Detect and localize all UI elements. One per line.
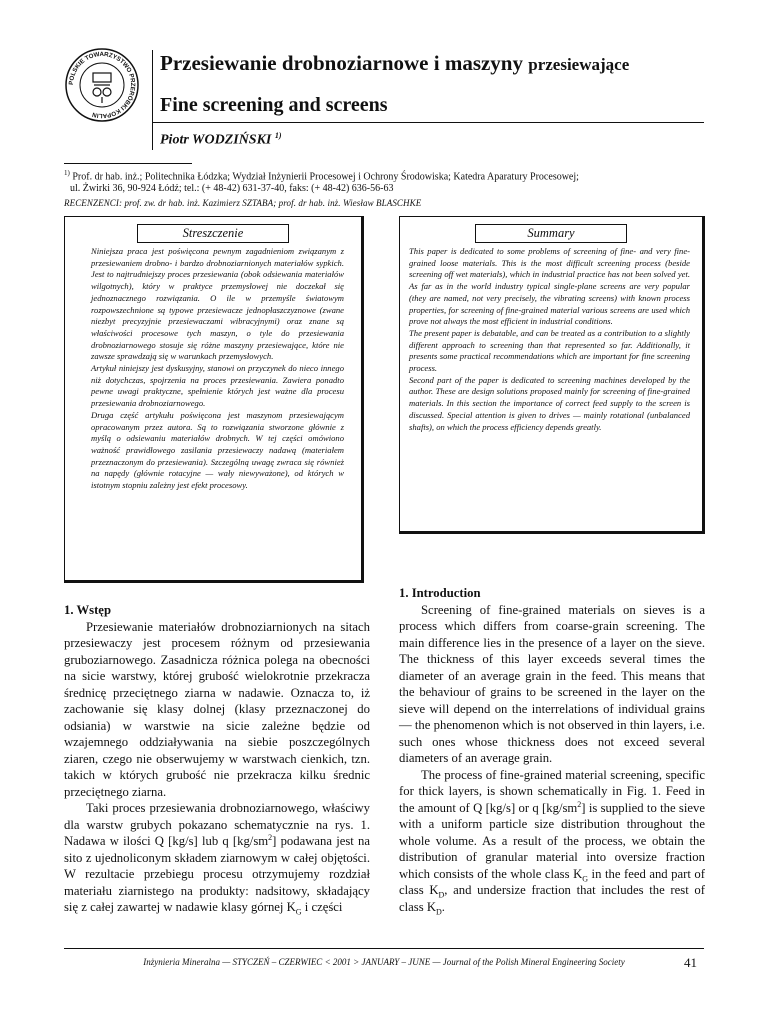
author-name: Piotr WODZIŃSKI bbox=[160, 132, 272, 148]
intro-paragraph-2 bbox=[399, 767, 705, 916]
title-polish-main: Przesiewanie drobnoziarnowe i maszyny bbox=[160, 51, 523, 75]
abstract-english-paragraph-3: Second part of the paper is dedicated to screening machines developed by the author. These are design solutions proposed mainly for screening of fine-grained materials. In this section the importance of correct feed supply to the screen is discussed. Special attention is given to drives — mainly rotational (unbalanced shafts), on which the process efficiency depends greatly. bbox=[409, 374, 690, 432]
title-horizontal-rule bbox=[152, 122, 704, 123]
title-vertical-rule bbox=[152, 50, 153, 150]
english-body-column bbox=[399, 585, 705, 915]
intro-p2-text-c: in the feed and part of class K bbox=[399, 866, 705, 897]
wstep-p2-superscript: 2 bbox=[268, 832, 273, 842]
author bbox=[160, 131, 282, 149]
journal-footer: Inżynieria Mineralna — STYCZEŃ – CZERWIEC < 2001 > JANUARY – JUNE — Journal of the Polish Mineral Engineering Society bbox=[143, 957, 625, 967]
wstep-p2-subscript: G bbox=[295, 907, 302, 917]
reviewers-line: RECENZENCI: prof. zw. dr hab. inż. Kazimierz SZTABA; prof. dr hab. inż. Wiesław BLASCHKE bbox=[64, 198, 422, 208]
section-heading-introduction: 1. Introduction bbox=[399, 586, 481, 600]
title-english: Fine screening and screens bbox=[160, 94, 388, 116]
intro-p2-subscript-3: D bbox=[436, 907, 442, 917]
title-polish-tail: przesiewające bbox=[528, 55, 630, 74]
intro-paragraph-1: Screening of fine-grained materials on sieves is a process which differs from coarse-grain screening. The main difference lies in the presence of a layer on the sieve. The thickness of this layer exceeds several times the diameter of an average grain in the feed. This means that the behaviour of grains to be screened in the layer on the sieve will depend on the interrelations of individual grains — the phenomenon which is not observed in thin layers, i.e. such ones whose thickness does not exceed several diameters of an average grain. bbox=[399, 602, 705, 765]
abstract-english-box bbox=[399, 216, 705, 534]
abstract-polish-paragraph-1: Niniejsza praca jest poświęcona pewnym zagadnieniom związanym z przesiewaniem drobno- i bardzo drobnoziarnionych materiałów sypkich. Jest to najtrudniejszy proces przesiewania (obok odsiewania materiałów wilgotnych), który w praktyce przemysłowej nie doczekał się jednoznacznego rozwiązania. O ile w przemyśle światowym rozpowszechnione są typowe przesiewacze jednopłaszczyznowe (zwane niezbyt precyzyjnie przesiewaczami wibracyjnymi) oraz znane są właściwości procesowe tych maszyn, o tyle do przesiewania drobnoziarnowego stosuje się różne maszyny przesiewające, które nie zawsze sprawdzają się w warunkach przemysłowych. bbox=[91, 246, 344, 362]
abstract-english-paragraph-1: This paper is dedicated to some problems of screening of fine- and very fine-grained loose materials. This is the most difficult screening process (beside screening off wet materials), which in industrial practice has not been solved yet. As far as in the world industry typical single-plane screens are very popular (they are named, not very precisely, the vibrating screens) with known process properties, for screening of fine-grained material various screens are used which prove not always the most efficient in industrial conditions. bbox=[409, 246, 690, 327]
author-affiliation-footnote bbox=[64, 168, 704, 194]
svg-text:POLSKIE TOWARZYSTWO PRZERÓBKI: POLSKIE TOWARZYSTWO PRZERÓBKI KOPALIN bbox=[67, 50, 137, 120]
wstep-p2-text-c: i części bbox=[301, 900, 343, 914]
abstract-polish-heading: Streszczenie bbox=[137, 224, 289, 243]
footnote-marker: 1) bbox=[64, 169, 70, 177]
intro-p2-subscript-1: G bbox=[582, 874, 589, 884]
wstep-p2-text-b: ] podawana jest na sito z ujednoliconym składem ziarnowym w całej objętości. W rezultacie przebiegu procesu otrzymujemy rozdział materiału ziarnistego na produkty: nadsitowy, składający się z całej zawartej w nadawie klasy górnej K bbox=[64, 834, 370, 914]
intro-p2-text-b: ] is supplied to the sieve with a uniform particle size distribution throughout the whole volume. As a result of the process, we obtain the distribution of granular material into oversize fraction which consists of the whole class K bbox=[399, 800, 705, 881]
affiliation-line-2: ul. Żwirki 36, 90-924 Łódź; tel.: (+ 48-42) 631-37-40, faks: (+ 48-42) 636-56-63 bbox=[70, 182, 394, 194]
author-footnote-marker: 1) bbox=[274, 131, 282, 140]
section-heading-wstep: 1. Wstęp bbox=[64, 603, 111, 617]
wstep-paragraph-1: Przesiewanie materiałów drobnoziarnionych na sitach przesiewaczy jest procesem różnym od przesiewania gruboziarnowego. Zasadnicza różnica polega na obecności na sicie warstwy, której grubość wielokrotnie przekracza średnicę przeciętnego ziarna w nadawie. Oznacza to, iż zachowanie się klasy dolnej (klasy przeznaczonej do odsiania) w warstwie na sicie zależne będzie od wzajemnego oddziaływania na siebie poszczególnych ziaren, czego nie obserwujemy w warstwach cienkich, tzn. takich w których grubość nie przekracza kilku średnic przeciętnego ziarna. bbox=[64, 619, 370, 799]
society-logo bbox=[64, 47, 140, 123]
abstract-polish-paragraph-2: Artykuł niniejszy jest dyskusyjny, stanowi on przyczynek do nieco innego niż dotychczas, spojrzenia na proces przesiewania. Zawiera ponadto pewne uwagi praktyczne, spełnienie których jest ważne dla procesu przesiewania drobnoziarnowego. bbox=[91, 363, 344, 409]
polish-body-column bbox=[64, 602, 370, 916]
intro-p2-text-e: . bbox=[441, 899, 445, 914]
wstep-p2-text-a: Taki proces przesiewania drobnoziarnowego, właściwy dla warstw grubych pokazano schematycznie na rys. 1. Nadawa w ilości Q [kg/s] lub q [kg/sm bbox=[64, 801, 370, 848]
abstract-english-paragraph-2: The present paper is debatable, and can be treated as a contribution to a slightly different approach to screening than that represented so far. Additionally, it presents some practical recommendations which are important for fine screening process. bbox=[409, 327, 690, 374]
wstep-paragraph-2 bbox=[64, 800, 370, 916]
title-block bbox=[160, 50, 720, 117]
abstract-english-heading: Summary bbox=[475, 224, 627, 243]
intro-p2-superscript: 2 bbox=[577, 799, 582, 809]
abstract-polish-box bbox=[64, 216, 364, 583]
society-seal-icon bbox=[64, 47, 140, 123]
page-number: 41 bbox=[684, 955, 697, 970]
abstract-polish-paragraph-3: Druga część artykułu poświęcona jest maszynom przesiewającym opracowanym przez autora. Są to rozwiązania stworzone głównie z myślą o odsiewaniu materiałów drobnych. W tej części omówiono ważność prawidłowego zasilania przesiewaczy nadawą (materiałem przeznaczonym do przesiewania). Szczególną uwagę zwraca się również na napędy (głównie rotacyjne — wały niewyważone), od których w istotnym stopniu zależny jest efekt procesowy. bbox=[91, 409, 344, 491]
footer-rule bbox=[64, 948, 704, 949]
intro-p2-text-a: The process of fine-grained material screening, specific for thick layers, is shown schematically in Fig. 1. Feed in the amount of Q [kg/s] or q [kg/sm bbox=[399, 767, 705, 815]
title-polish bbox=[160, 50, 720, 78]
footnote-rule bbox=[64, 163, 192, 164]
intro-p2-text-d: , and undersize fraction that includes the rest of class K bbox=[399, 883, 706, 914]
intro-p2-subscript-2: D bbox=[438, 890, 445, 900]
affiliation-line-1: Prof. dr hab. inż.; Politechnika Łódzka; Wydział Inżynierii Procesowej i Ochrony Środowiska; Katedra Aparatury Procesowej; bbox=[72, 171, 579, 183]
